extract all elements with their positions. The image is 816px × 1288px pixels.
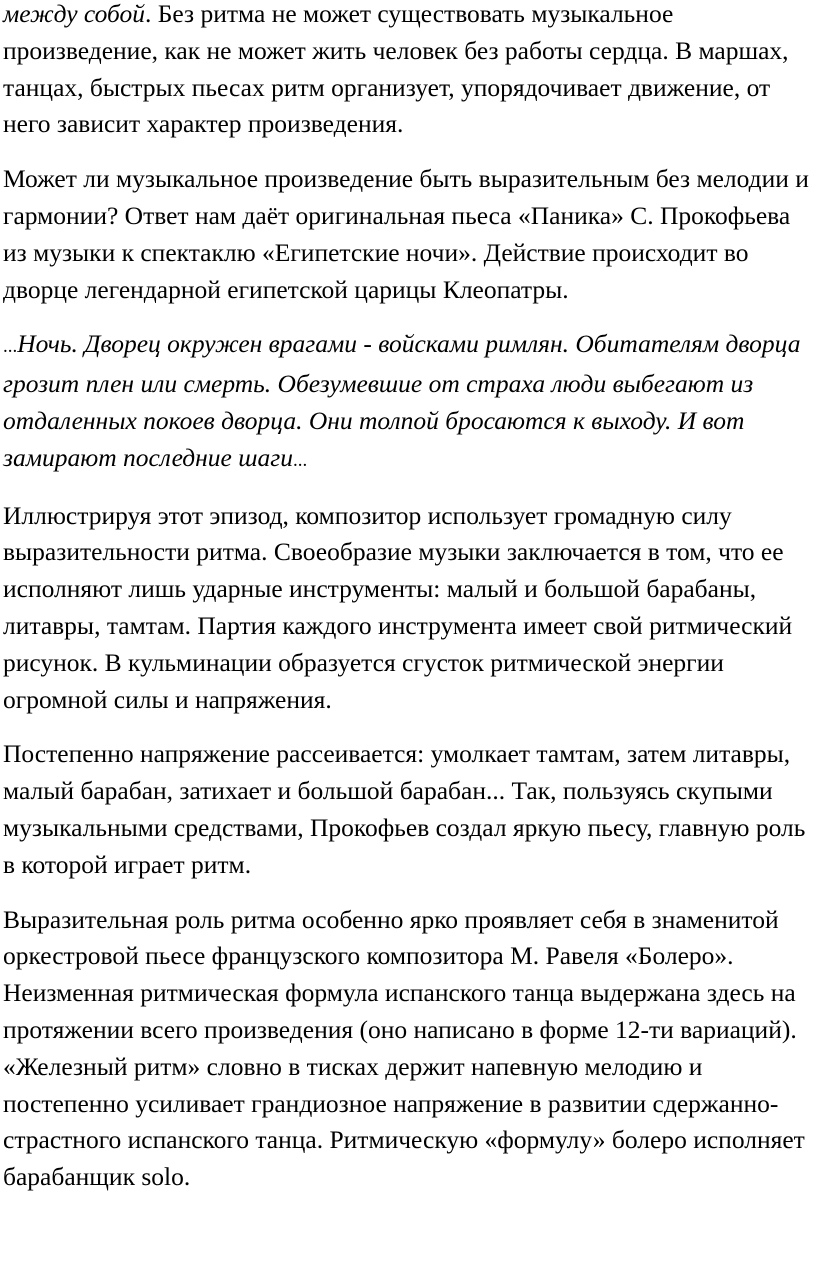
paragraph-italic-scene	[3, 326, 815, 479]
ellipsis-start: ...	[3, 336, 18, 358]
ellipsis-end: ...	[292, 449, 308, 471]
paragraph-percussion: Иллюстрируя этот эпизод, композитор использует громадную силу выразительности ритма. Своеобразие музыки заключается в том, что ее исполняют лишь ударные инструменты: малый и большой барабаны, литавры, тамтам. Партия каждого инструмента имеет свой ритмический рисунок. В кульминации образуется сгусток ритмической энергии огромной силы и напряжения.	[3, 500, 793, 714]
document-page	[3, 0, 815, 1196]
paragraph-rhythm-intro	[3, 0, 815, 143]
italic-scene-text: Ночь. Дворец окружен врагами - войсками римлян. Обитателям дворца грозит плен или смерть. Обезумевшие от страха люди выбегают из отдаленных покоев дворца. Они толпой бросаются к выходу. И вот замирают последние шаги	[3, 329, 801, 472]
paragraph-prokofiev-panic: Может ли музыкальное произведение быть выразительным без мелодии и гармонии? Ответ нам даёт оригинальная пьеса «Паника» С. Прокофьева из музыки к спектаклю «Египетские ночи». Действие происходит во дворце легендарной египетской царицы Клеопатры.	[3, 164, 809, 304]
paragraph-text: . Без ритма не может существовать музыкальное произведение, как не может жить человек без работы сердца. В маршах, танцах, быстрых пьесах ритм организует, упорядочивает движение, от него зависит характер произведения.	[3, 0, 789, 139]
italic-lead-text: между собой	[3, 0, 146, 28]
paragraph-ravel-bolero: Выразительная роль ритма особенно ярко проявляет себя в знаменитой оркестровой пьесе французского композитора М. Равеля «Болеро». Неизменная ритмическая формула испанского танца выдержана здесь на протяжении всего произведения (оно написано в форме 12-ти вариаций). «Железный ритм» словно в тисках держит напевную мелодию и постепенно усиливает грандиозное напряжение в развитии сдержанно-страстного испанского танца. Ритмическую «формулу» болеро исполняет барабанщик solo.	[3, 904, 805, 1192]
paragraph-tension-fades: Постепенно напряжение рассеивается: умолкает тамтам, затем литавры, малый барабан, затихает и большой барабан... Так, пользуясь скупыми музыкальными средствами, Прокофьев создал яркую пьесу, главную роль в которой играет ритм.	[3, 739, 806, 879]
